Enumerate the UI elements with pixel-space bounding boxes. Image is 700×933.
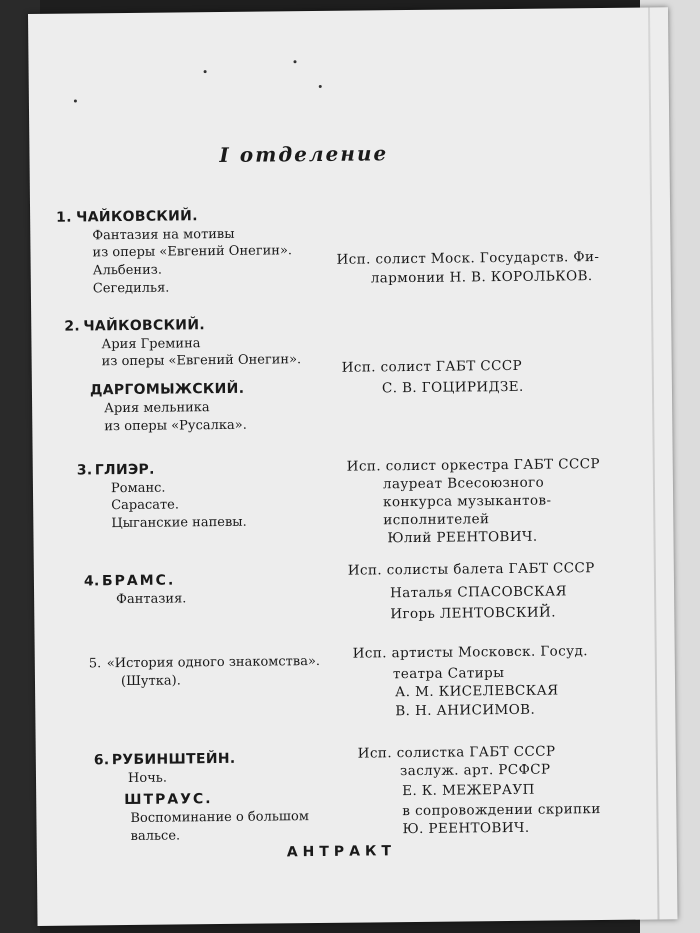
item-3-number: 3.: [76, 462, 93, 479]
item-5-performer: Исп. артисты Московск. Госуд.: [352, 643, 588, 662]
item-2-work: из оперы «Евгений Онегин».: [101, 352, 302, 370]
item-3-work: Романс.: [110, 480, 166, 497]
intermission-label: АНТРАКТ: [286, 843, 397, 861]
item-1-work: Фантазия на мотивы: [92, 226, 235, 244]
item-2-performer: Исп. солист ГАБТ СССР: [341, 357, 523, 376]
item-6-number: 6.: [93, 752, 110, 769]
item-3-performer: лауреат Всесоюзного: [382, 474, 545, 493]
item-4-work: Фантазия.: [116, 591, 187, 608]
item-1-work: Сегедилья.: [92, 280, 170, 297]
item-6-work: Ночь.: [127, 770, 168, 786]
item-3-performer: исполнителей: [383, 511, 490, 529]
item-4-performer: Наталья СПАСОВСКАЯ: [390, 583, 567, 602]
program-sheet: [28, 7, 678, 926]
item-2-performer: С. В. ГОЦИРИДЗЕ.: [381, 378, 524, 397]
item-5-title: «История одного знакомства».: [106, 653, 321, 672]
item-6-performer: заслуж. арт. РСФСР: [399, 761, 551, 780]
item-3-work: Цыганские напевы.: [111, 514, 247, 532]
item-3-performer: Юлий РЕЕНТОВИЧ.: [387, 528, 538, 547]
item-6-performer: Ю. РЕЕНТОВИЧ.: [402, 819, 530, 838]
item-1-number: 1.: [56, 209, 72, 226]
item-6-composer-2: ШТРАУС.: [124, 791, 213, 809]
item-1-work: из оперы «Евгений Онегин».: [92, 243, 293, 261]
item-6-composer: РУБИНШТЕЙН.: [111, 750, 236, 769]
item-6-work-2: вальсе.: [130, 828, 181, 844]
item-2-work: Ария Гремина: [101, 336, 201, 353]
item-6-performer: Е. К. МЕЖЕРАУП: [402, 781, 535, 800]
item-2-composer: ЧАЙКОВСКИЙ.: [83, 317, 206, 335]
speck: [293, 60, 296, 63]
item-5-number: 5.: [88, 656, 102, 672]
item-5-performer: А. М. КИСЕЛЕВСКАЯ: [395, 682, 559, 701]
item-1-performer: лармонии Н. В. КОРОЛЬКОВ.: [370, 268, 593, 287]
item-4-performer: Исп. солисты балета ГАБТ СССР: [347, 560, 595, 579]
speck: [319, 85, 322, 88]
item-1-performer: Исп. солист Моск. Государств. Фи-: [336, 249, 600, 268]
item-1-work: Альбениз.: [92, 262, 163, 279]
speck: [204, 70, 207, 73]
item-6-performer: Исп. солистка ГАБТ СССР: [357, 743, 556, 762]
page-fold: [648, 7, 660, 919]
item-6-performer: в сопровождении скрипки: [402, 801, 601, 820]
item-2-work-2: из оперы «Русалка».: [104, 417, 247, 435]
item-3-performer: конкурса музыкантов-: [383, 492, 552, 511]
item-4-number: 4.: [83, 573, 100, 590]
item-4-performer: Игорь ЛЕНТОВСКИЙ.: [390, 604, 556, 623]
item-3-work: Сарасате.: [111, 497, 180, 514]
item-5-work: (Шутка).: [120, 673, 181, 690]
item-2-composer-2: ДАРГОМЫЖСКИЙ.: [89, 380, 245, 399]
item-6-work-2: Воспоминание о большом: [130, 809, 309, 826]
item-5-performer: В. Н. АНИСИМОВ.: [395, 701, 536, 720]
item-2-number: 2.: [64, 318, 81, 335]
item-4-composer: БРАМС.: [101, 572, 176, 590]
item-2-work-2: Ария мельника: [104, 400, 210, 417]
item-3-performer: Исп. солист оркестра ГАБТ СССР: [346, 456, 600, 475]
section-title: I отделение: [219, 141, 389, 168]
speck: [74, 99, 77, 102]
item-3-composer: ГЛИЭР.: [94, 461, 155, 479]
item-5-performer: театра Сатиры: [392, 665, 505, 683]
item-1-composer: ЧАЙКОВСКИЙ.: [76, 208, 198, 226]
